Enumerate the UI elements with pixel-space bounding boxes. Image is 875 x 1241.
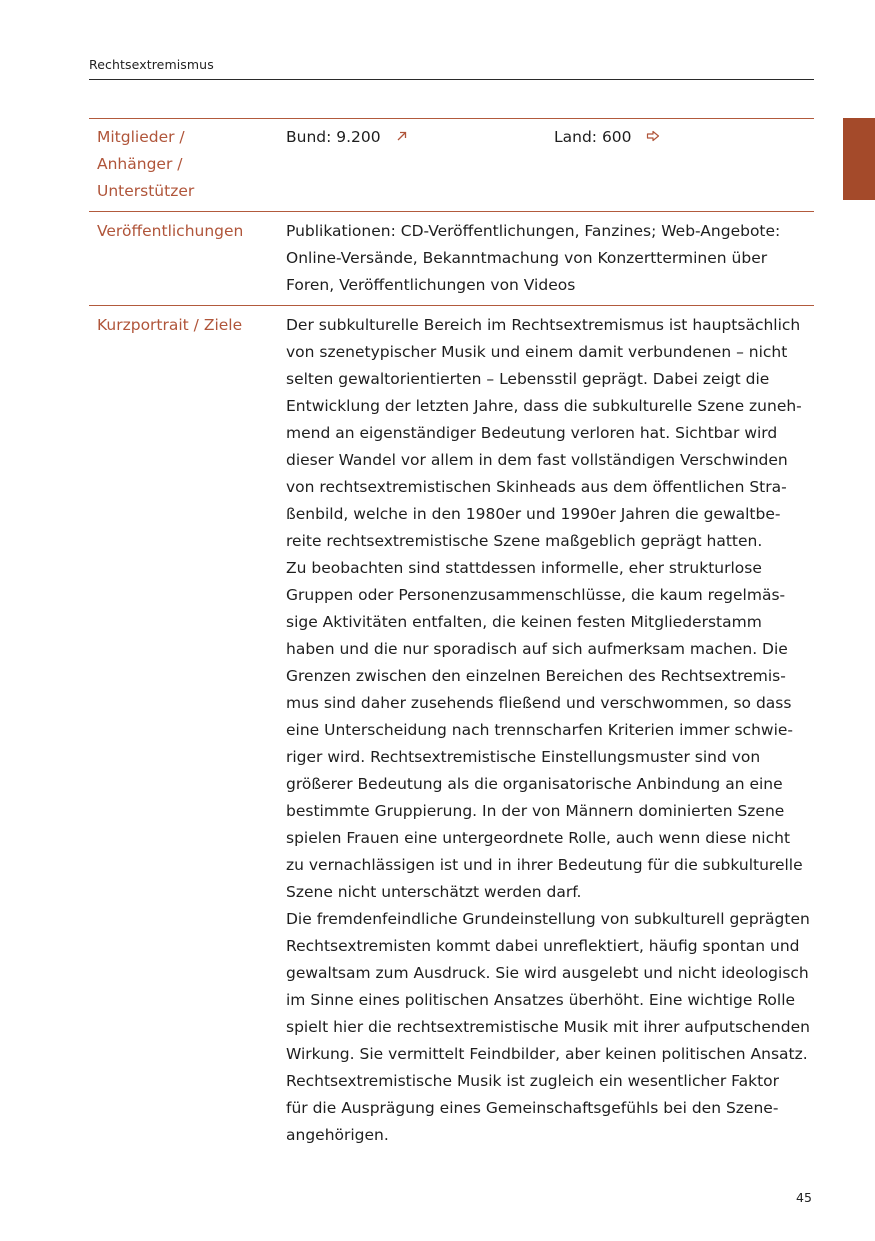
running-header: Rechtsextremismus xyxy=(89,57,214,72)
text-line: riger wird. Rechtsextremistische Einstellungsmuster sind von xyxy=(286,748,761,766)
text-line: sige Aktivitäten entfalten, die keinen festen Mitgliederstamm xyxy=(286,613,762,631)
text-line: Rechtsextremisten kommt dabei unreflektiert, häufig spontan und xyxy=(286,937,800,955)
portrait-label: Kurzportrait / Ziele xyxy=(97,316,243,334)
bund-count xyxy=(286,124,409,151)
text-line: Zu beobachten sind stattdessen informelle, eher strukturlose xyxy=(286,559,762,577)
bund-value: Bund: 9.200 xyxy=(286,128,381,146)
text-line: Foren, Veröffentlichungen von Videos xyxy=(286,276,576,294)
text-line: reite rechtsextremistische Szene maßgeblich geprägt hatten. xyxy=(286,532,763,550)
text-line: im Sinne eines politischen Ansatzes überhöht. Eine wichtige Rolle xyxy=(286,991,796,1009)
row-divider-members xyxy=(89,211,814,212)
text-line: eine Unterscheidung nach trennscharfen Kriterien immer schwie- xyxy=(286,721,794,739)
members-label-line: Mitglieder / xyxy=(97,128,185,146)
text-line: spielt hier die rechtsextremistische Musik mit ihrer aufputschenden xyxy=(286,1018,810,1036)
land-value: Land: 600 xyxy=(554,128,632,146)
text-line: Publikationen: CD-Veröffentlichungen, Fanzines; Web-Angebote: xyxy=(286,222,781,240)
text-line: Wirkung. Sie vermittelt Feindbilder, aber keinen politischen Ansatz. xyxy=(286,1045,808,1063)
publications-text xyxy=(286,218,816,299)
text-line: Der subkulturelle Bereich im Rechtsextremismus ist hauptsächlich xyxy=(286,316,801,334)
text-line: ßenbild, welche in den 1980er und 1990er Jahren die gewaltbe- xyxy=(286,505,781,523)
text-line: mus sind daher zusehends fließend und verschwommen, so dass xyxy=(286,694,792,712)
text-line: zu vernachlässigen ist und in ihrer Bedeutung für die subkulturelle xyxy=(286,856,803,874)
text-line: mend an eigenständiger Bedeutung verloren hat. Sichtbar wird xyxy=(286,424,778,442)
members-label-line: Unterstützer xyxy=(97,182,195,200)
text-line: Online-Versände, Bekanntmachung von Konzertterminen über xyxy=(286,249,768,267)
publications-label: Veröffentlichungen xyxy=(97,222,244,240)
text-line: Die fremdenfeindliche Grundeinstellung von subkulturell geprägten xyxy=(286,910,810,928)
text-line: Gruppen oder Personenzusammenschlüsse, die kaum regelmäs- xyxy=(286,586,786,604)
members-label-line: Anhänger / xyxy=(97,155,183,173)
text-line: Entwicklung der letzten Jahre, dass die subkulturelle Szene zuneh- xyxy=(286,397,802,415)
text-line: gewaltsam zum Ausdruck. Sie wird ausgelebt und nicht ideologisch xyxy=(286,964,809,982)
text-line: Rechtsextremistische Musik ist zugleich ein wesentlicher Faktor xyxy=(286,1072,780,1090)
text-line: haben und die nur sporadisch auf sich aufmerksam machen. Die xyxy=(286,640,788,658)
text-line: angehörigen. xyxy=(286,1126,389,1144)
page-number: 45 xyxy=(796,1190,812,1205)
arrow-up-right-icon xyxy=(395,129,409,143)
members-label xyxy=(97,124,277,205)
row-divider-publications xyxy=(89,305,814,306)
text-line: spielen Frauen eine untergeordnete Rolle, auch wenn diese nicht xyxy=(286,829,791,847)
portrait-text xyxy=(286,312,816,1149)
text-line: größerer Bedeutung als die organisatorische Anbindung an eine xyxy=(286,775,783,793)
arrow-right-icon xyxy=(646,129,660,143)
chapter-tab-marker xyxy=(843,118,875,200)
text-line: für die Ausprägung eines Gemeinschaftsgefühls bei den Szene- xyxy=(286,1099,779,1117)
text-line: dieser Wandel vor allem in dem fast vollständigen Verschwinden xyxy=(286,451,788,469)
land-count xyxy=(554,124,660,151)
text-line: Szene nicht unterschätzt werden darf. xyxy=(286,883,582,901)
text-line: von rechtsextremistischen Skinheads aus dem öffentlichen Stra- xyxy=(286,478,787,496)
header-rule xyxy=(89,79,814,80)
text-line: selten gewaltorientierten – Lebensstil geprägt. Dabei zeigt die xyxy=(286,370,770,388)
text-line: von szenetypischer Musik und einem damit verbundenen – nicht xyxy=(286,343,788,361)
text-line: Grenzen zwischen den einzelnen Bereichen des Rechtsextremis- xyxy=(286,667,786,685)
text-line: bestimmte Gruppierung. In der von Männern dominierten Szene xyxy=(286,802,785,820)
table-top-rule xyxy=(89,118,814,119)
